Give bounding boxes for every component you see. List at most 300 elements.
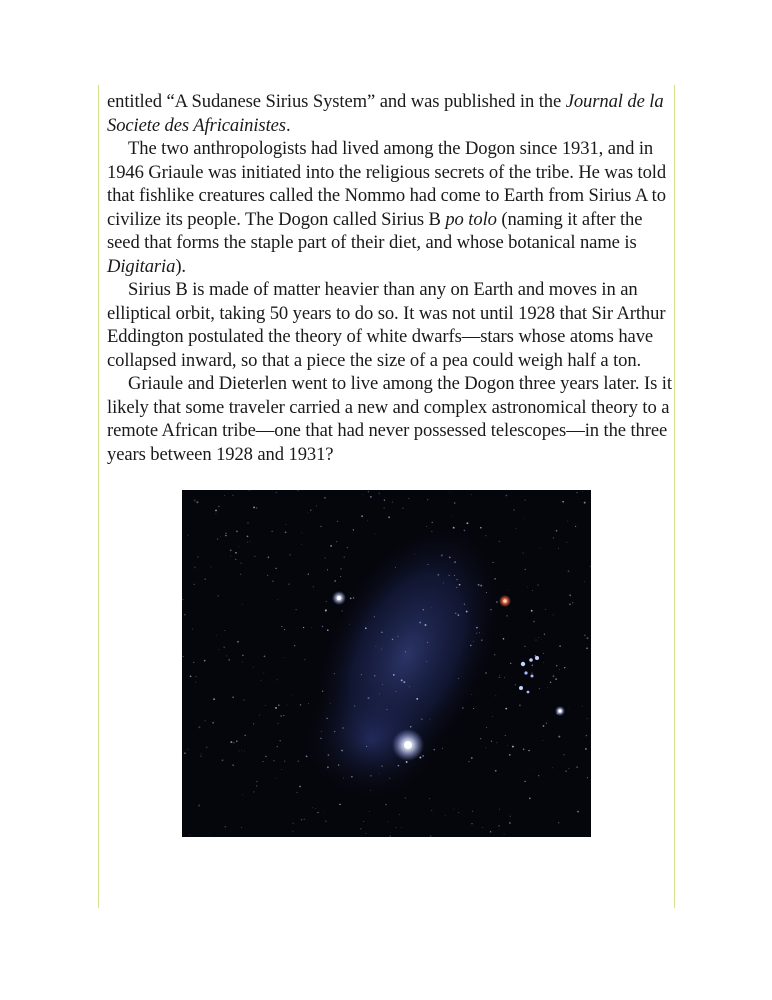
faint-star (250, 541, 251, 542)
faint-star (310, 509, 312, 511)
faint-star (538, 585, 539, 586)
faint-star (482, 827, 483, 828)
faint-star (287, 705, 288, 706)
faint-star (247, 522, 248, 523)
faint-star (232, 696, 234, 698)
faint-star (256, 785, 258, 787)
faint-star (390, 832, 391, 833)
faint-star (224, 630, 225, 631)
faint-star (363, 821, 364, 822)
faint-star (528, 750, 529, 751)
faint-star (253, 791, 254, 792)
faint-star (223, 646, 225, 648)
faint-star (194, 584, 195, 585)
faint-star (187, 749, 188, 750)
faint-star (324, 497, 326, 499)
faint-star (289, 554, 290, 555)
faint-star (343, 778, 344, 779)
faint-star (244, 735, 246, 737)
faint-star (519, 704, 521, 706)
faint-star (433, 749, 435, 751)
faint-star (198, 726, 200, 728)
faint-star (576, 492, 577, 493)
faint-star (473, 708, 474, 709)
faint-star (427, 499, 428, 500)
faint-star (215, 513, 216, 514)
faint-star (410, 726, 412, 728)
faint-star (491, 741, 492, 742)
faint-star (389, 778, 390, 779)
faint-star (546, 723, 547, 724)
faint-star (505, 708, 507, 710)
faint-star (515, 528, 516, 529)
faint-star (469, 761, 470, 762)
faint-star (576, 766, 578, 768)
faint-star (559, 669, 560, 670)
faint-star (480, 585, 482, 587)
faint-star (301, 533, 302, 534)
faint-star (485, 672, 486, 673)
faint-star (379, 694, 380, 695)
faint-star (563, 754, 564, 755)
faint-star (431, 810, 432, 811)
paragraph-2-segment-3: (naming it after the seed that forms the staple part of their diet, and whose botanical name is (107, 208, 643, 253)
faint-star (217, 539, 218, 540)
faint-star (533, 621, 535, 623)
faint-star (587, 777, 588, 778)
faint-star (334, 673, 335, 674)
faint-star (464, 530, 466, 532)
faint-star (449, 492, 450, 493)
faint-star (399, 814, 400, 815)
faint-star (510, 816, 511, 817)
faint-star (395, 567, 396, 568)
faint-star (315, 808, 316, 809)
starfield-image (182, 490, 591, 837)
faint-star (197, 556, 199, 558)
faint-star (492, 562, 493, 563)
faint-star (426, 661, 427, 662)
faint-star (342, 727, 344, 729)
faint-star (507, 745, 508, 746)
paragraph-2-segment-2: po tolo (445, 208, 497, 230)
faint-star (194, 500, 196, 502)
faint-star (196, 501, 198, 503)
faint-star (303, 819, 304, 820)
faint-star (382, 766, 383, 767)
faint-star (317, 812, 318, 813)
faint-star (363, 494, 364, 495)
faint-star (374, 675, 376, 677)
faint-star (218, 506, 219, 507)
faint-star (296, 609, 297, 610)
faint-star (253, 667, 254, 668)
faint-star (396, 691, 397, 692)
faint-star (296, 792, 297, 793)
faint-star (338, 765, 339, 766)
faint-star (370, 775, 372, 777)
faint-star (327, 569, 328, 570)
faint-star (582, 706, 583, 707)
paragraph-2-segment-1: The two anthropologists had lived among the Dogon since 1931, and in 1946 Griaule was initiated into the religious secrets of the tribe. He was told that fishlike creatures called the Nommo had come to Earth from Sirius A to civilize its people. The Dogon called Sirius B (107, 138, 667, 230)
faint-star (218, 649, 219, 650)
faint-star (236, 740, 237, 741)
faint-star (281, 769, 282, 770)
faint-star (405, 651, 406, 652)
faint-star (189, 835, 190, 836)
faint-star (322, 691, 323, 692)
faint-star (485, 747, 486, 748)
faint-star (190, 676, 192, 678)
faint-star (545, 609, 546, 610)
faint-star (476, 627, 478, 629)
faint-star (326, 718, 327, 719)
right-margin-rule (674, 85, 675, 908)
faint-star (480, 527, 482, 529)
faint-star (453, 809, 454, 810)
faint-star (388, 822, 389, 823)
body-text (107, 90, 672, 466)
faint-star (253, 723, 254, 724)
faint-star (264, 655, 266, 657)
faint-star (471, 757, 473, 759)
faint-star (408, 498, 409, 499)
faint-star (473, 641, 474, 642)
faint-star (243, 699, 244, 700)
faint-star (556, 665, 558, 667)
faint-star (225, 533, 226, 534)
faint-star (325, 609, 327, 611)
faint-star (300, 704, 301, 705)
faint-star (195, 676, 196, 677)
faint-star (182, 599, 183, 600)
faint-star (375, 534, 376, 535)
faint-star (398, 765, 400, 767)
faint-star (423, 609, 424, 610)
red-star-core (503, 599, 507, 603)
faint-star (334, 580, 336, 582)
faint-star (200, 755, 201, 756)
faint-star (476, 633, 477, 634)
faint-star (192, 629, 193, 630)
faint-star (499, 675, 500, 676)
faint-star (224, 495, 225, 496)
faint-star (294, 645, 295, 646)
faint-star (590, 566, 591, 567)
faint-star (466, 611, 468, 613)
faint-star (240, 562, 241, 563)
faint-star (555, 678, 557, 680)
faint-star (586, 647, 588, 649)
faint-star (289, 584, 290, 585)
faint-star (216, 635, 217, 636)
faint-star (326, 601, 327, 602)
faint-star (584, 634, 586, 636)
faint-star (183, 656, 184, 657)
faint-star (342, 610, 343, 611)
paragraph-1-segment-1: entitled “A Sudanese Sirius System” and was published in the (107, 91, 566, 112)
faint-star (585, 748, 587, 750)
faint-star (232, 764, 234, 766)
faint-star (429, 798, 430, 799)
paragraph-4-segment-1: Griaule and Dieterlen went to live among the Dogon three years later. Is it likely that some traveler carried a new and complex astronomical theory to a remote African tribe—one that had never possessed telescopes—in the three years between 1928 and 1931? (107, 373, 672, 465)
faint-star (486, 727, 487, 728)
faint-star (393, 674, 395, 676)
faint-star (510, 663, 511, 664)
faint-star (472, 811, 473, 812)
faint-star (184, 752, 186, 754)
faint-star (478, 584, 480, 586)
faint-star (496, 601, 498, 603)
paragraph-2 (107, 137, 672, 278)
faint-star (384, 500, 385, 501)
faint-star (218, 595, 219, 596)
faint-star (445, 816, 446, 817)
faint-star (562, 501, 564, 503)
faint-star (367, 520, 368, 521)
faint-star (470, 645, 472, 647)
faint-star (504, 677, 505, 678)
faint-star (187, 535, 188, 536)
faint-star (209, 833, 210, 834)
faint-star (525, 569, 526, 570)
faint-star (366, 746, 367, 747)
faint-star (242, 662, 243, 663)
faint-star (201, 753, 202, 754)
faint-star (240, 574, 241, 575)
faint-star (392, 639, 394, 641)
faint-star (494, 654, 495, 655)
faint-star (572, 602, 573, 603)
faint-star (471, 494, 472, 495)
paragraph-2-segment-4: Digitaria (107, 255, 176, 277)
faint-star (513, 509, 515, 511)
faint-star (228, 659, 230, 661)
faint-star (278, 723, 279, 724)
faint-star (503, 638, 505, 640)
faint-star (247, 541, 248, 542)
faint-star (311, 627, 312, 628)
faint-star (485, 535, 486, 536)
faint-star (276, 778, 277, 779)
faint-star (349, 624, 350, 625)
faint-star (205, 720, 206, 721)
faint-star (298, 760, 300, 762)
faint-star (566, 542, 567, 543)
faint-star (276, 492, 277, 493)
faint-star (425, 624, 427, 626)
faint-star (499, 541, 500, 542)
faint-star (256, 507, 258, 509)
faint-star (379, 773, 380, 774)
faint-star (303, 627, 304, 628)
faint-star (284, 761, 285, 762)
faint-star (479, 632, 480, 633)
faint-star (426, 526, 427, 527)
faint-star (584, 502, 586, 504)
faint-star (409, 686, 410, 687)
faint-star (301, 819, 303, 821)
faint-star (568, 570, 570, 572)
faint-star (242, 795, 243, 796)
faint-star (535, 640, 536, 641)
faint-star (320, 738, 321, 739)
faint-star (336, 541, 337, 542)
faint-star (198, 805, 200, 807)
faint-star (381, 632, 382, 633)
faint-star (235, 552, 237, 554)
faint-star (405, 798, 406, 799)
faint-star (286, 524, 287, 525)
faint-star (368, 697, 370, 699)
faint-star (525, 500, 526, 501)
faint-star (241, 827, 242, 828)
faint-star (402, 508, 403, 509)
faint-star (193, 662, 194, 663)
faint-star (206, 747, 207, 748)
faint-star (387, 709, 388, 710)
faint-star (498, 825, 499, 826)
faint-star (254, 556, 255, 557)
faint-star (582, 491, 583, 492)
faint-star (236, 531, 238, 533)
faint-star (454, 561, 456, 563)
bright-star-left-core (337, 596, 341, 600)
faint-star (481, 639, 483, 641)
faint-star (301, 544, 302, 545)
faint-star (213, 698, 215, 700)
paragraph-1-segment-3: . (285, 114, 291, 136)
paragraph-3-segment-1: Sirius B is made of matter heavier than any on Earth and moves in an elliptical orbit, taking 50 years to do so. It was not until 1928 that Sir Arthur Eddington postulated the theory of white dwarfs—stars whose atoms have collapsed inward, so that a piece the size of a pea could weigh half a ton. (107, 279, 666, 371)
faint-star (382, 684, 383, 685)
faint-star (194, 566, 196, 568)
faint-star (464, 604, 465, 605)
faint-star (321, 731, 322, 732)
faint-star (524, 646, 525, 647)
faint-star (308, 703, 309, 704)
faint-star (531, 664, 533, 666)
faint-star (259, 715, 260, 716)
faint-star (527, 587, 528, 588)
faint-star (490, 831, 491, 832)
faint-star (215, 509, 217, 511)
faint-star (543, 662, 544, 663)
faint-star (224, 826, 226, 828)
faint-star (205, 578, 206, 579)
faint-star (531, 610, 533, 612)
faint-star (430, 719, 431, 720)
faint-star (569, 604, 571, 606)
faint-star (431, 607, 432, 608)
faint-star (351, 776, 353, 778)
faint-star (421, 719, 422, 720)
faint-star (381, 649, 382, 650)
faint-star (568, 708, 569, 709)
faint-star (285, 531, 287, 533)
faint-star (430, 835, 431, 836)
faint-star (276, 568, 277, 569)
bright-star-right-core (558, 709, 561, 712)
faint-star (230, 741, 232, 743)
faint-star (308, 513, 309, 514)
faint-star (538, 637, 539, 638)
faint-star (239, 546, 240, 547)
faint-star (432, 522, 433, 523)
faint-star (524, 518, 525, 519)
faint-star (495, 770, 497, 772)
faint-star (427, 642, 428, 643)
faint-star (453, 527, 455, 529)
faint-star (505, 735, 506, 736)
faint-star (441, 554, 443, 556)
faint-star (414, 554, 415, 555)
faint-star (327, 766, 329, 768)
faint-star (509, 822, 511, 824)
faint-star (531, 672, 532, 673)
faint-star (486, 592, 487, 593)
faint-star (337, 521, 338, 522)
faint-star (338, 764, 339, 765)
faint-star (458, 678, 459, 679)
faint-star (261, 680, 262, 681)
faint-star (384, 508, 385, 509)
faint-star (230, 555, 231, 556)
faint-star (552, 768, 553, 769)
faint-star (361, 674, 362, 675)
faint-star (327, 629, 329, 631)
faint-star (204, 660, 206, 662)
faint-star (401, 827, 402, 828)
faint-star (263, 673, 264, 674)
paragraph-1 (107, 90, 672, 137)
faint-star (558, 548, 559, 549)
faint-star (239, 750, 240, 751)
faint-star (267, 575, 268, 576)
faint-star (339, 804, 341, 806)
faint-star (340, 576, 341, 577)
faint-star (459, 584, 461, 586)
faint-star (308, 574, 309, 575)
faint-star (480, 738, 481, 739)
faint-star (263, 761, 264, 762)
faint-star (504, 834, 505, 835)
faint-star (565, 770, 567, 772)
faint-star (529, 798, 531, 800)
faint-star (322, 626, 323, 627)
faint-star (340, 568, 341, 569)
faint-star (369, 811, 370, 812)
faint-star (449, 575, 450, 576)
faint-star (299, 786, 301, 788)
faint-star (401, 679, 403, 681)
faint-star (350, 598, 352, 600)
faint-star (587, 637, 589, 639)
faint-star (184, 614, 185, 615)
faint-star (543, 725, 545, 727)
faint-star (392, 502, 393, 503)
faint-star (360, 828, 362, 830)
faint-star (416, 698, 418, 700)
faint-star (292, 831, 293, 832)
faint-star (512, 746, 514, 748)
faint-star (427, 564, 428, 565)
faint-star (385, 804, 387, 806)
faint-star (341, 750, 343, 752)
faint-star (454, 502, 456, 504)
faint-star (273, 760, 275, 762)
faint-star (237, 641, 239, 643)
faint-star (265, 756, 267, 758)
